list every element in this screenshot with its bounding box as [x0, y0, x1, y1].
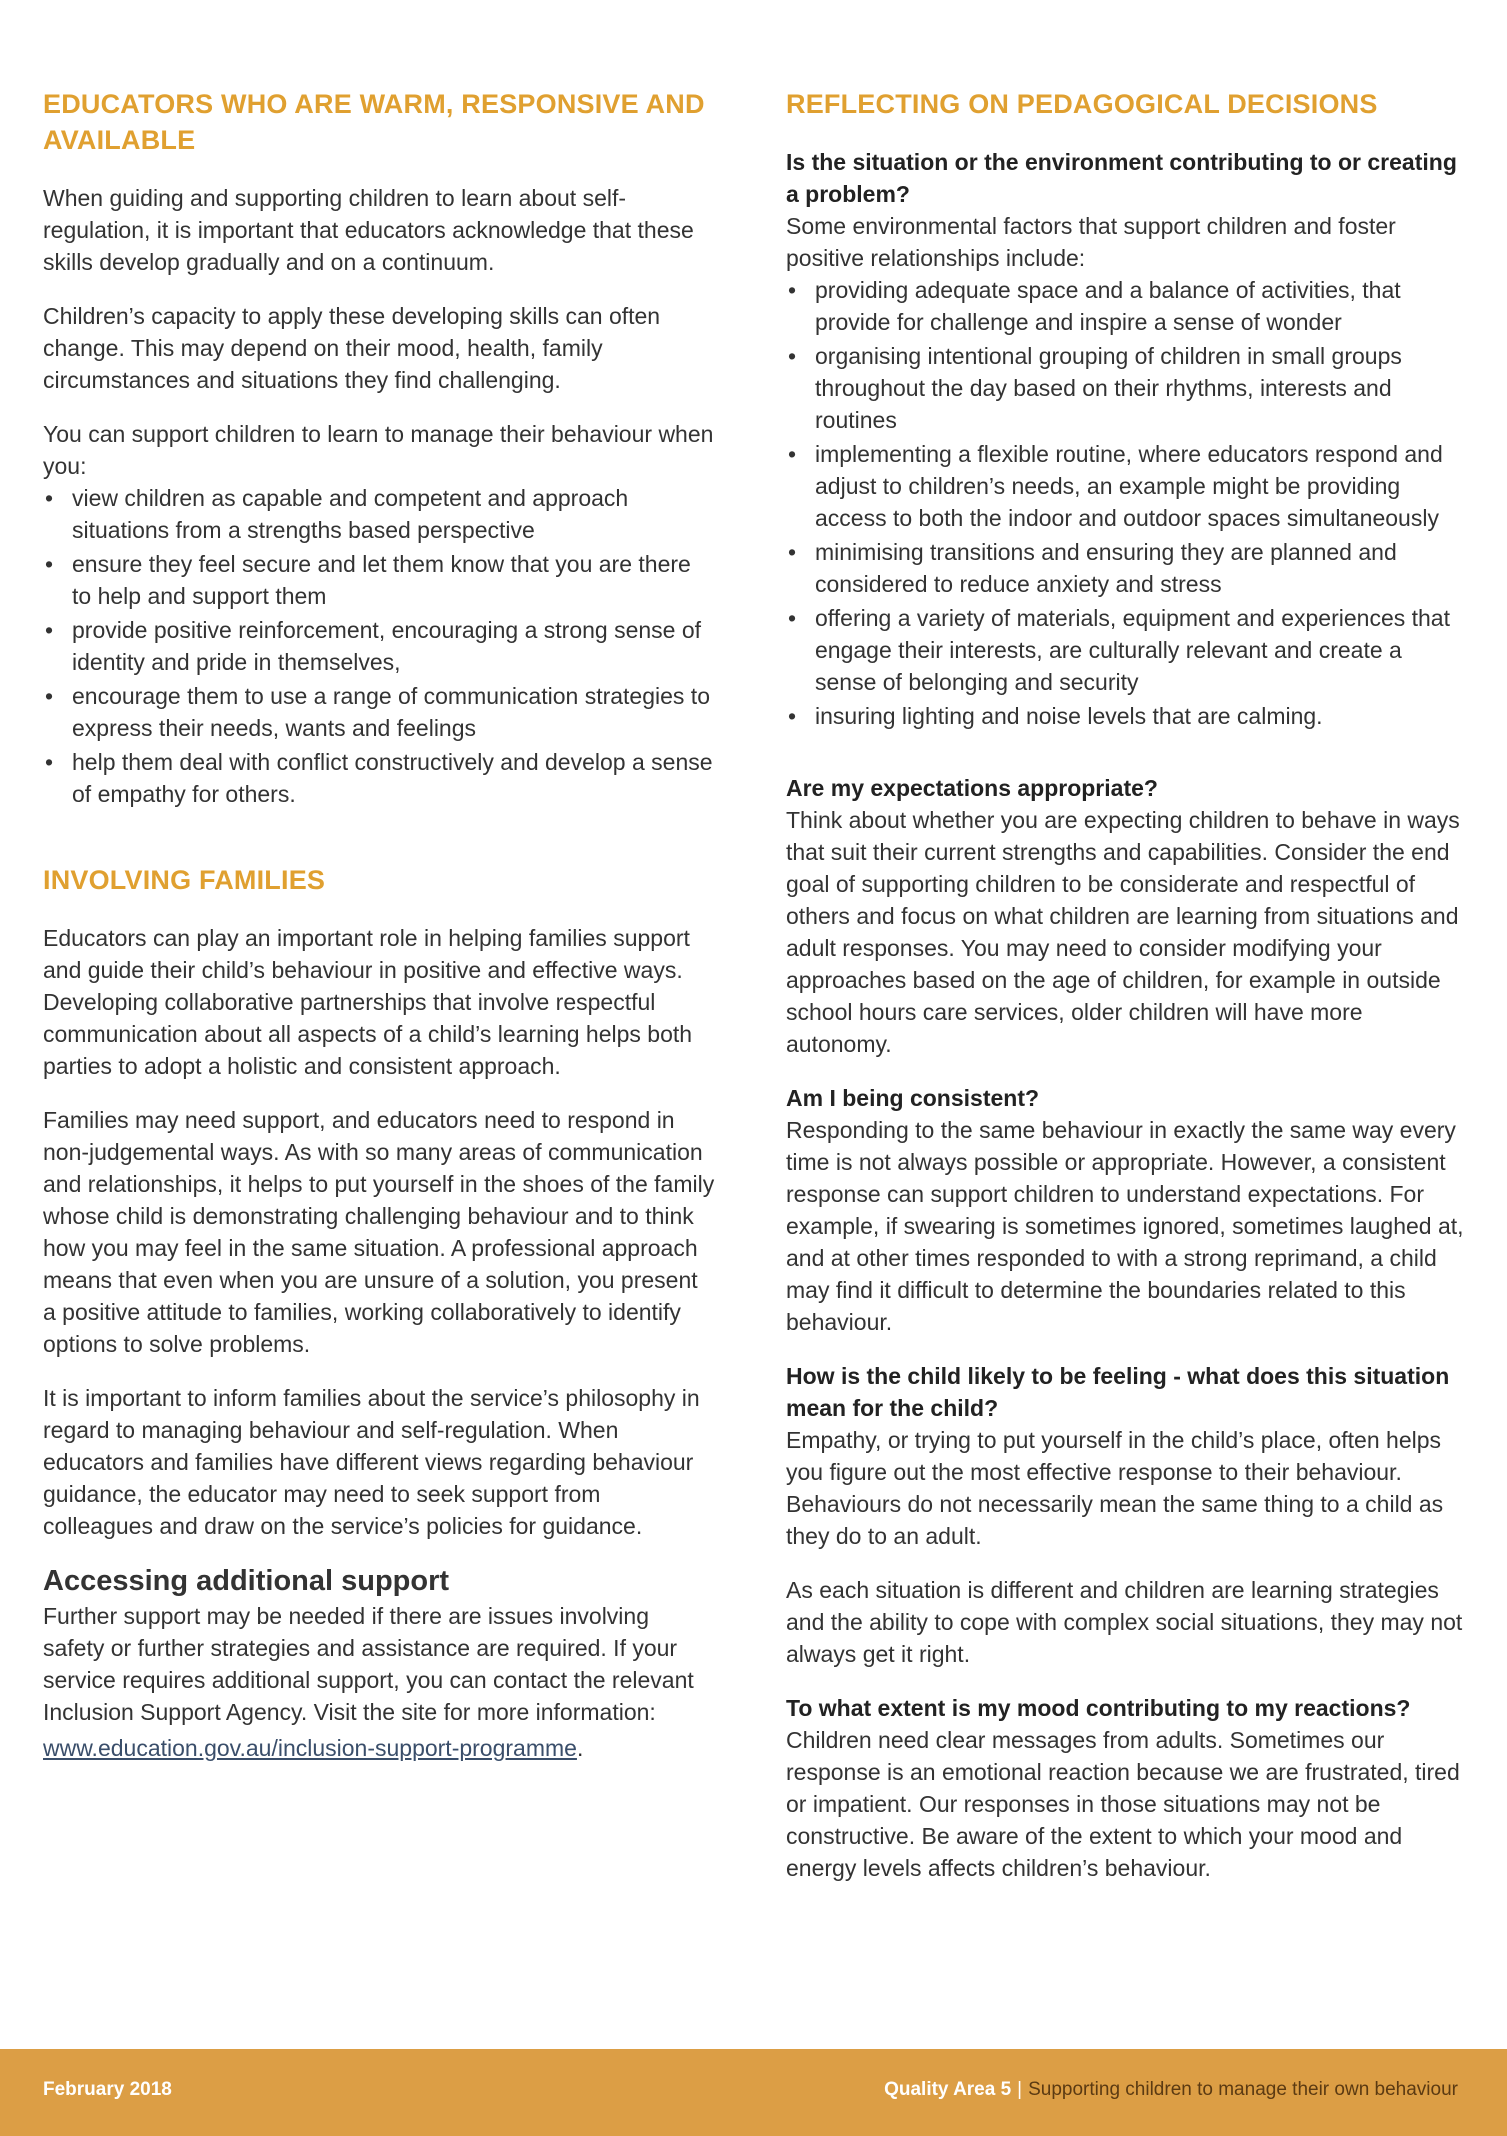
paragraph: Think about whether you are expecting children to behave in ways that suit their current strengths and capabilities. Consider the end goal of supporting children to be considerate and respectful of others and focus on what children are learning from situations and adult responses. You may need to consider modifying your approaches based on the age of children, for example in outside school hours care services, older children will have more autonomy.: [786, 807, 1460, 1057]
list-item: • implementing a flexible routine, where educators respond and adjust to children’s needs, an example might be providing access to both the indoor and outdoor spaces simultaneously: [786, 438, 1466, 534]
paragraph: Empathy, or trying to put yourself in the child’s place, often helps you figure out the most effective response to their behaviour. Behaviours do not necessarily mean the same thing to a child as they do to an adult.: [786, 1427, 1444, 1549]
footer-quality-area: Quality Area 5: [884, 2079, 1012, 2100]
list-item: • ensure they feel secure and let them know that you are there to help and support them: [43, 548, 715, 612]
footer-doc-title: Supporting children to manage their own behaviour: [1028, 2079, 1458, 2100]
paragraph: Children’s capacity to apply these developing skills can often change. This may depend on their mood, health, family circumstances and situations they find challenging.: [43, 303, 661, 393]
bullet-list: [43, 482, 715, 810]
list-item: • minimising transitions and ensuring they are planned and considered to reduce anxiety and stress: [786, 536, 1466, 600]
section-heading-involving-families: INVOLVING FAMILIES: [43, 865, 326, 895]
paragraph: Children need clear messages from adults. Sometimes our response is an emotional reaction because we are frustrated, tired or impatient. Our responses in those situations may not be constructive. Be aware of the extent to which your mood and energy levels affects children’s behaviour.: [786, 1727, 1460, 1881]
list-item: • organising intentional grouping of children in small groups throughout the day based on their rhythms, interests and routines: [786, 340, 1466, 436]
list-item: • offering a variety of materials, equipment and experiences that engage their interests, are culturally relevant and create a sense of belonging and security: [786, 602, 1466, 698]
section-heading-educators: EDUCATORS WHO ARE WARM, RESPONSIVE AND AVAILABLE: [43, 89, 705, 155]
inclusion-support-link[interactable]: www.education.gov.au/inclusion-support-programme: [43, 1735, 577, 1761]
left-column: [43, 86, 715, 1764]
list-item: • view children as capable and competent and approach situations from a strengths based perspective: [43, 482, 715, 546]
paragraph: Further support may be needed if there are issues involving safety or further strategies and assistance are required. If your service requires additional support, you can contact the relevant Inclusion Support Agency. Visit the site for more information:: [43, 1603, 694, 1725]
question-heading-environment: Is the situation or the environment contributing to or creating a problem?: [786, 149, 1457, 207]
link-line: [43, 1732, 715, 1764]
footer-separator: |: [1017, 2079, 1023, 2100]
footer-bar: [0, 2049, 1507, 2136]
paragraph: As each situation is different and children are learning strategies and the ability to cope with complex social situations, they may not always get it right.: [786, 1577, 1463, 1667]
list-item: • insuring lighting and noise levels that are calming.: [786, 700, 1466, 732]
paragraph: Some environmental factors that support children and foster positive relationships include:: [786, 213, 1396, 271]
question-heading-expectations: Are my expectations appropriate?: [786, 775, 1158, 801]
section-heading-reflecting: REFLECTING ON PEDAGOGICAL DECISIONS: [786, 89, 1378, 119]
footer-date: February 2018: [43, 2079, 172, 2100]
list-item: • help them deal with conflict constructively and develop a sense of empathy for others.: [43, 746, 715, 810]
question-heading-consistent: Am I being consistent?: [786, 1085, 1040, 1111]
right-column: [786, 86, 1466, 1906]
paragraph: When guiding and supporting children to learn about self-regulation, it is important that educators acknowledge that these skills develop gradually and on a continuum.: [43, 185, 694, 275]
paragraph: Educators can play an important role in helping families support and guide their child’s behaviour in positive and effective ways. Developing collaborative partnerships that involve respectful communication about all aspects of a child’s learning helps both parties to adopt a holistic and consistent approach.: [43, 925, 693, 1079]
paragraph: Responding to the same behaviour in exactly the same way every time is not always possible or appropriate. However, a consistent response can support children to understand expectations. For example, if swearing is sometimes ignored, sometimes laughed at, and at other times responded to with a strong reprimand, a child may find it difficult to determine the boundaries related to this behaviour.: [786, 1117, 1464, 1335]
paragraph: It is important to inform families about the service’s philosophy in regard to managing behaviour and self-regulation. When educators and families have different views regarding behaviour guidance, the educator may need to seek support from colleagues and draw on the service’s policies for guidance.: [43, 1385, 700, 1539]
question-heading-feeling: How is the child likely to be feeling - what does this situation mean for the child?: [786, 1363, 1450, 1421]
paragraph: Families may need support, and educators need to respond in non-judgemental ways. As with so many areas of communication and relationships, it helps to put yourself in the shoes of the family whose child is demonstrating challenging behaviour and to think how you may feel in the same situation. A professional approach means that even when you are unsure of a solution, you present a positive attitude to families, working collaboratively to identify options to solve problems.: [43, 1107, 715, 1357]
bullet-list: [786, 274, 1466, 732]
list-item: • provide positive reinforcement, encouraging a strong sense of identity and pride in themselves,: [43, 614, 715, 678]
subheading-additional-support: Accessing additional support: [43, 1565, 450, 1597]
list-item: • providing adequate space and a balance of activities, that provide for challenge and inspire a sense of wonder: [786, 274, 1466, 338]
link-suffix: .: [576, 1735, 584, 1761]
list-item: • encourage them to use a range of communication strategies to express their needs, wants and feelings: [43, 680, 715, 744]
paragraph: You can support children to learn to manage their behaviour when you:: [43, 421, 714, 479]
question-heading-mood: To what extent is my mood contributing to my reactions?: [786, 1695, 1411, 1721]
footer-title-group: [884, 2079, 1458, 2101]
